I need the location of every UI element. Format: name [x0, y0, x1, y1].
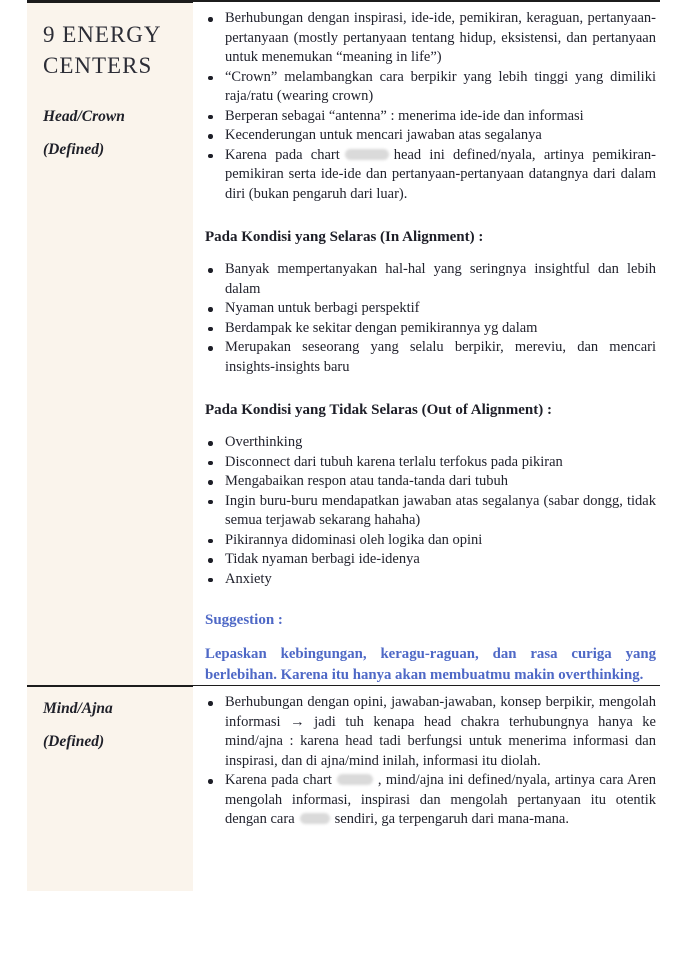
redacted-name-blob [300, 813, 330, 824]
suggestion-label: Suggestion : [205, 612, 283, 628]
misaligned-heading: Pada Kondisi yang Tidak Selaras (Out of Alignment) : [205, 402, 553, 418]
list-item: Kecenderungan untuk mencari jawaban atas segalanya [205, 126, 656, 146]
content-mind-ajna [193, 685, 660, 891]
list-item: Mengabaikan respon atau tanda-tanda dari tubuh [205, 472, 656, 492]
list-item: “Crown” melambangkan cara berpikir yang lebih tinggi yang dimiliki raja/ratu (wearing crown) [205, 68, 656, 107]
list-item: Ingin buru-buru mendapatkan jawaban atas segalanya (sabar dongg, tidak semua terjawab sekarang hahaha) [205, 492, 656, 531]
text-segment: sendiri, ga terpengaruh dari mana-mana. [334, 811, 569, 827]
list-item: Merupakan seseorang yang selalu berpikir, mereviu, dan mencari insights-insights baru [205, 338, 656, 377]
list-item: Berperan sebagai “antenna” : menerima ide-ide dan informasi [205, 107, 656, 127]
misaligned-bullet-list [205, 433, 656, 589]
aligned-heading: Pada Kondisi yang Selaras (In Alignment) : [205, 229, 484, 245]
redacted-name-blob [337, 774, 373, 785]
intro-bullet-list [205, 693, 656, 830]
list-item: Berdampak ke sekitar dengan pemikirannya yg dalam [205, 319, 656, 339]
center-state-defined: (Defined) [43, 733, 105, 750]
sidebar-mind-ajna [27, 685, 193, 891]
center-name-mind-ajna: Mind/Ajna [43, 700, 113, 717]
list-item: Banyak mempertanyakan hal-hal yang seringnya insightful dan lebih dalam [205, 260, 656, 299]
suggestion-text: Lepaskan kebingungan, keragu-raguan, dan rasa curiga yang berlebihan. Karena itu hanya akan membuatmu makin overthinking. [205, 646, 656, 683]
text-segment: head ini defined/nyala, artinya pemikiran-pemikiran serta ide-ide dan pertanyaan-pertanyaan datangnya dari dalam diri (bukan pengaruh dari luar). [225, 146, 656, 202]
list-item: Tidak nyaman berbagi ide-idenya [205, 550, 656, 570]
list-item: Nyaman untuk berbagi perspektif [205, 299, 656, 319]
list-item [205, 146, 656, 205]
text-segment: Karena pada chart [225, 772, 332, 788]
list-item: Berhubungan dengan opini, jawaban-jawaban, konsep berpikir, mengolah informasi → jadi tuh kenapa head chakra terhubungnya hanya ke mind/ajna : karena head tadi berfungsi untuk menerima informasi dan inspirasi, dan di ajna/mind inilah, informasi itu diolah. [205, 693, 656, 771]
list-item [205, 771, 656, 830]
list-item: Anxiety [205, 570, 656, 590]
sidebar-head-crown [27, 0, 193, 685]
list-item: Disconnect dari tubuh karena terlalu terfokus pada pikiran [205, 453, 656, 473]
list-item: Pikirannya didominasi oleh logika dan opini [205, 531, 656, 551]
text-segment: Karena pada chart [225, 146, 340, 163]
aligned-bullet-list [205, 260, 656, 377]
intro-bullet-list [205, 9, 656, 204]
center-state-defined: (Defined) [43, 141, 105, 158]
center-name-head-crown: Head/Crown [43, 108, 125, 125]
list-item: Berhubungan dengan inspirasi, ide-ide, pemikiran, keraguan, pertanyaan-pertanyaan (mostly pertanyaan tentang hidup, eksistensi, dan pertanyaan untuk menemukan “meaning in life”) [205, 9, 656, 68]
redacted-name-blob [345, 149, 389, 160]
text-segment: , mind/ajna ini defined/nyala, artinya cara Aren mengolah informasi, inspirasi dan mengolah pertanyaan itu otentik dengan cara [225, 772, 656, 827]
section-mind-ajna [27, 685, 660, 891]
page-title: 9 ENERGY CENTERS [43, 22, 161, 78]
section-head-crown [27, 0, 660, 685]
list-item: Overthinking [205, 433, 656, 453]
content-head-crown [193, 0, 660, 685]
energy-centers-table [27, 0, 660, 891]
